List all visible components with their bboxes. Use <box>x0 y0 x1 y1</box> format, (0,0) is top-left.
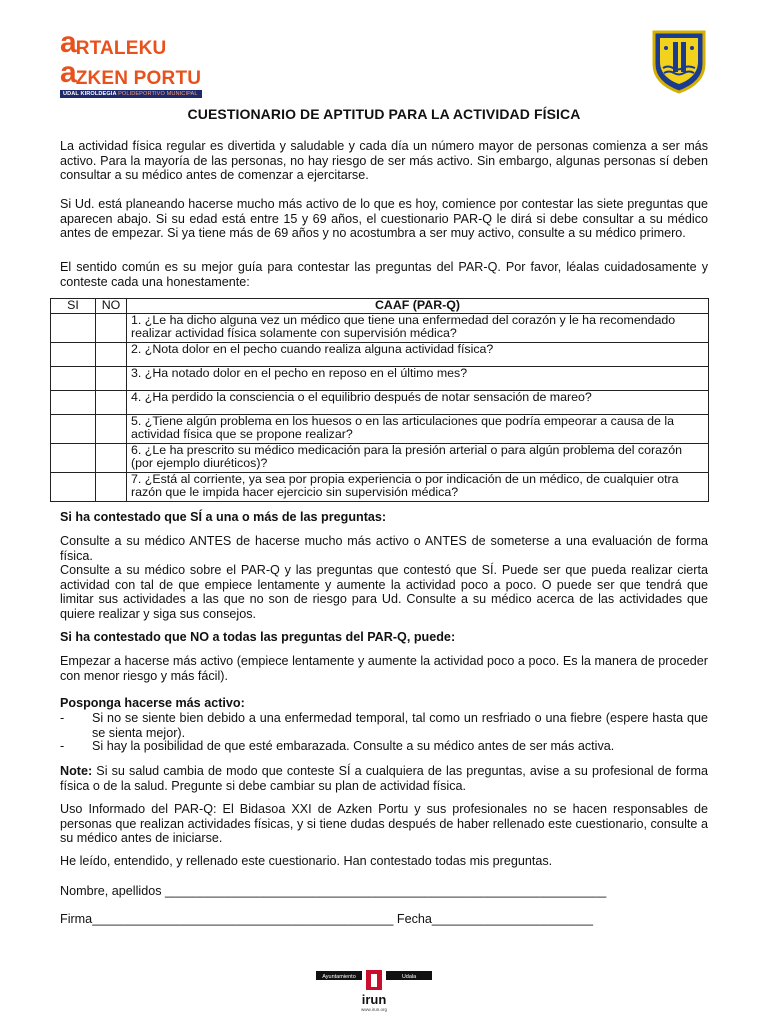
table-header-row <box>51 299 709 314</box>
question-cell: 2. ¿Nota dolor en el pecho cuando realiza alguna actividad física? <box>127 342 709 366</box>
answer-no-cell[interactable] <box>96 366 127 390</box>
logo-band-sub: POLIDEPORTIVO MUNICIPAL <box>118 91 198 97</box>
logo-initial-1: a <box>60 26 76 59</box>
intro-paragraph-2: Si Ud. está planeando hacerse mucho más activo de lo que es hoy, comience por contestar las siete preguntas que aparecen abajo. Si su edad está entre 15 y 69 años, el cuestionario PAR-Q le dirá si debe consultar a su médico antes de empezar. Si ya tiene más de 69 años y no acostumbra a ser muy activo, consulte a su médico primero. <box>60 197 708 241</box>
coat-of-arms-icon <box>650 28 708 94</box>
question-cell: 4. ¿Ha perdido la consciencia o el equilibrio después de notar sensación de mareo? <box>127 390 709 414</box>
page-title: CUESTIONARIO DE APTITUD PARA LA ACTIVIDAD FÍSICA <box>187 106 581 122</box>
col-si-header: SI <box>51 299 96 314</box>
parq-table <box>50 298 709 502</box>
list-item <box>60 711 708 740</box>
col-no-header: NO <box>96 299 127 314</box>
list-item <box>60 739 708 754</box>
logo-text-2: ZKEN PORTU <box>75 68 202 89</box>
logo-band <box>60 90 202 98</box>
table-row <box>51 472 709 501</box>
table-row <box>51 342 709 366</box>
answer-si-cell[interactable] <box>51 390 96 414</box>
irun-logo <box>314 968 434 1014</box>
no-section-paragraph: Empezar a hacerse más activo (empiece lentamente y aumente la actividad poco a poco. Es la manera de proceder con menor riesgo y más fácil). <box>60 654 708 683</box>
list-dash: - <box>60 711 65 725</box>
intro-paragraph-1: La actividad física regular es divertida y saludable y cada día un número mayor de personas comienza a ser más activo. Para la mayoría de las personas, no hay riesgo de ser más activo. Sin embargo, algunas personas sí deben consultar a su médico antes de comenzar a ejercitarse. <box>60 139 708 183</box>
answer-no-cell[interactable] <box>96 342 127 366</box>
logo-band-main: UDAL KIROLDEGIA <box>63 91 117 97</box>
list-item-text: Si hay la posibilidad de que esté embarazada. Consulte a su médico antes de ser más activa. <box>92 739 615 753</box>
answer-si-cell[interactable] <box>51 414 96 443</box>
answer-si-cell[interactable] <box>51 443 96 472</box>
table-row <box>51 313 709 342</box>
note-text: Si su salud cambia de modo que conteste SÍ a cualquiera de las preguntas, avise a su profesional de forma física o de la salud. Pregunte si debe cambiar su plan de actividad física. <box>60 764 708 793</box>
answer-si-cell[interactable] <box>51 313 96 342</box>
footer-left-tag: Ayuntamiento <box>322 974 356 980</box>
logo-initial-2: a <box>60 56 76 89</box>
question-cell: 1. ¿Le ha dicho alguna vez un médico que tiene una enfermedad del corazón y le ha recomendado realizar actividad física solamente con supervisión médica? <box>127 313 709 342</box>
usage-paragraph: Uso Informado del PAR-Q: El Bidasoa XXI de Azken Portu y sus profesionales no se hacen responsables de personas que realizan actividades físicas, y si tiene dudas después de haber rellenado este cuestionario, consulte a su médico antes de iniciarse. <box>60 802 708 846</box>
declaration-paragraph: He leído, entendido, y rellenado este cuestionario. Han contestado todas mis preguntas. <box>60 854 553 868</box>
table-row <box>51 366 709 390</box>
logo-line-1 <box>60 28 210 58</box>
irun-emblem-icon <box>314 968 434 1014</box>
yes-section-paragraph-2: Consulte a su médico sobre el PAR-Q y las preguntas que contestó que SÍ. Puede ser que pueda realizar cierta actividad con tal de que empiece lentamente y aumente la actividad poco a poco. O puede ser que tendrá que limitar sus actividades a las que no son de riesgo para Ud. Consulte a su médico acerca de las actividades que quiere realizar y siga sus consejos. <box>60 563 708 621</box>
list-item-text: Si no se siente bien debido a una enfermedad temporal, tal como un resfriado o una fiebre (espere hasta que se sienta mejor). <box>92 711 708 740</box>
answer-si-cell[interactable] <box>51 472 96 501</box>
note-label: Note: <box>60 764 93 778</box>
answer-no-cell[interactable] <box>96 390 127 414</box>
date-label: Fecha <box>396 912 432 926</box>
date-input-line[interactable]: _______________________ <box>431 912 593 926</box>
signature-date-row <box>60 912 593 926</box>
logo-line-2 <box>60 58 210 88</box>
answer-no-cell[interactable] <box>96 443 127 472</box>
table-row <box>51 414 709 443</box>
footer-right-tag: Udala <box>401 974 417 980</box>
signature-label: Firma <box>60 912 93 926</box>
footer-city: irun <box>361 992 387 1007</box>
intro-paragraph-3: El sentido común es su mejor guía para contestar las preguntas del PAR-Q. Por favor, léalas cuidadosamente y conteste cada una honestamente: <box>60 260 708 289</box>
no-section-heading: Si ha contestado que NO a todas las preguntas del PAR-Q, puede: <box>60 630 456 644</box>
artaleku-logo <box>60 26 210 97</box>
col-title-header: CAAF (PAR-Q) <box>127 299 709 314</box>
answer-no-cell[interactable] <box>96 414 127 443</box>
list-dash: - <box>60 739 65 753</box>
table-row <box>51 390 709 414</box>
name-input-line[interactable]: _______________________________________________________________ <box>165 884 607 898</box>
question-cell: 5. ¿Tiene algún problema en los huesos o en las articulaciones que podría empeorar a causa de la actividad física que se propone realizar? <box>127 414 709 443</box>
logo-text-1: RTALEKU <box>75 38 167 59</box>
question-cell: 6. ¿Le ha prescrito su médico medicación para la presión arterial o para algún problema del corazón (por ejemplo diuréticos)? <box>127 443 709 472</box>
name-field-row <box>60 884 606 898</box>
question-cell: 3. ¿Ha notado dolor en el pecho en reposo en el último mes? <box>127 366 709 390</box>
answer-no-cell[interactable] <box>96 313 127 342</box>
postpone-heading: Posponga hacerse más activo: <box>60 696 245 710</box>
note-paragraph <box>60 764 708 793</box>
question-cell: 7. ¿Está al corriente, ya sea por propia experiencia o por indicación de un médico, de cualquier otra razón que le impida hacer ejercicio sin supervisión médica? <box>127 472 709 501</box>
yes-section-heading: Si ha contestado que SÍ a una o más de las preguntas: <box>60 510 387 524</box>
answer-si-cell[interactable] <box>51 342 96 366</box>
name-label: Nombre, apellidos <box>60 884 162 898</box>
yes-section-paragraph-1: Consulte a su médico ANTES de hacerse mucho más activo o ANTES de someterse a una evaluación de forma física. <box>60 534 708 563</box>
answer-si-cell[interactable] <box>51 366 96 390</box>
answer-no-cell[interactable] <box>96 472 127 501</box>
table-row <box>51 443 709 472</box>
signature-input-line[interactable]: ___________________________________________ <box>92 912 394 926</box>
footer-url: www.irun.org <box>360 1007 388 1012</box>
